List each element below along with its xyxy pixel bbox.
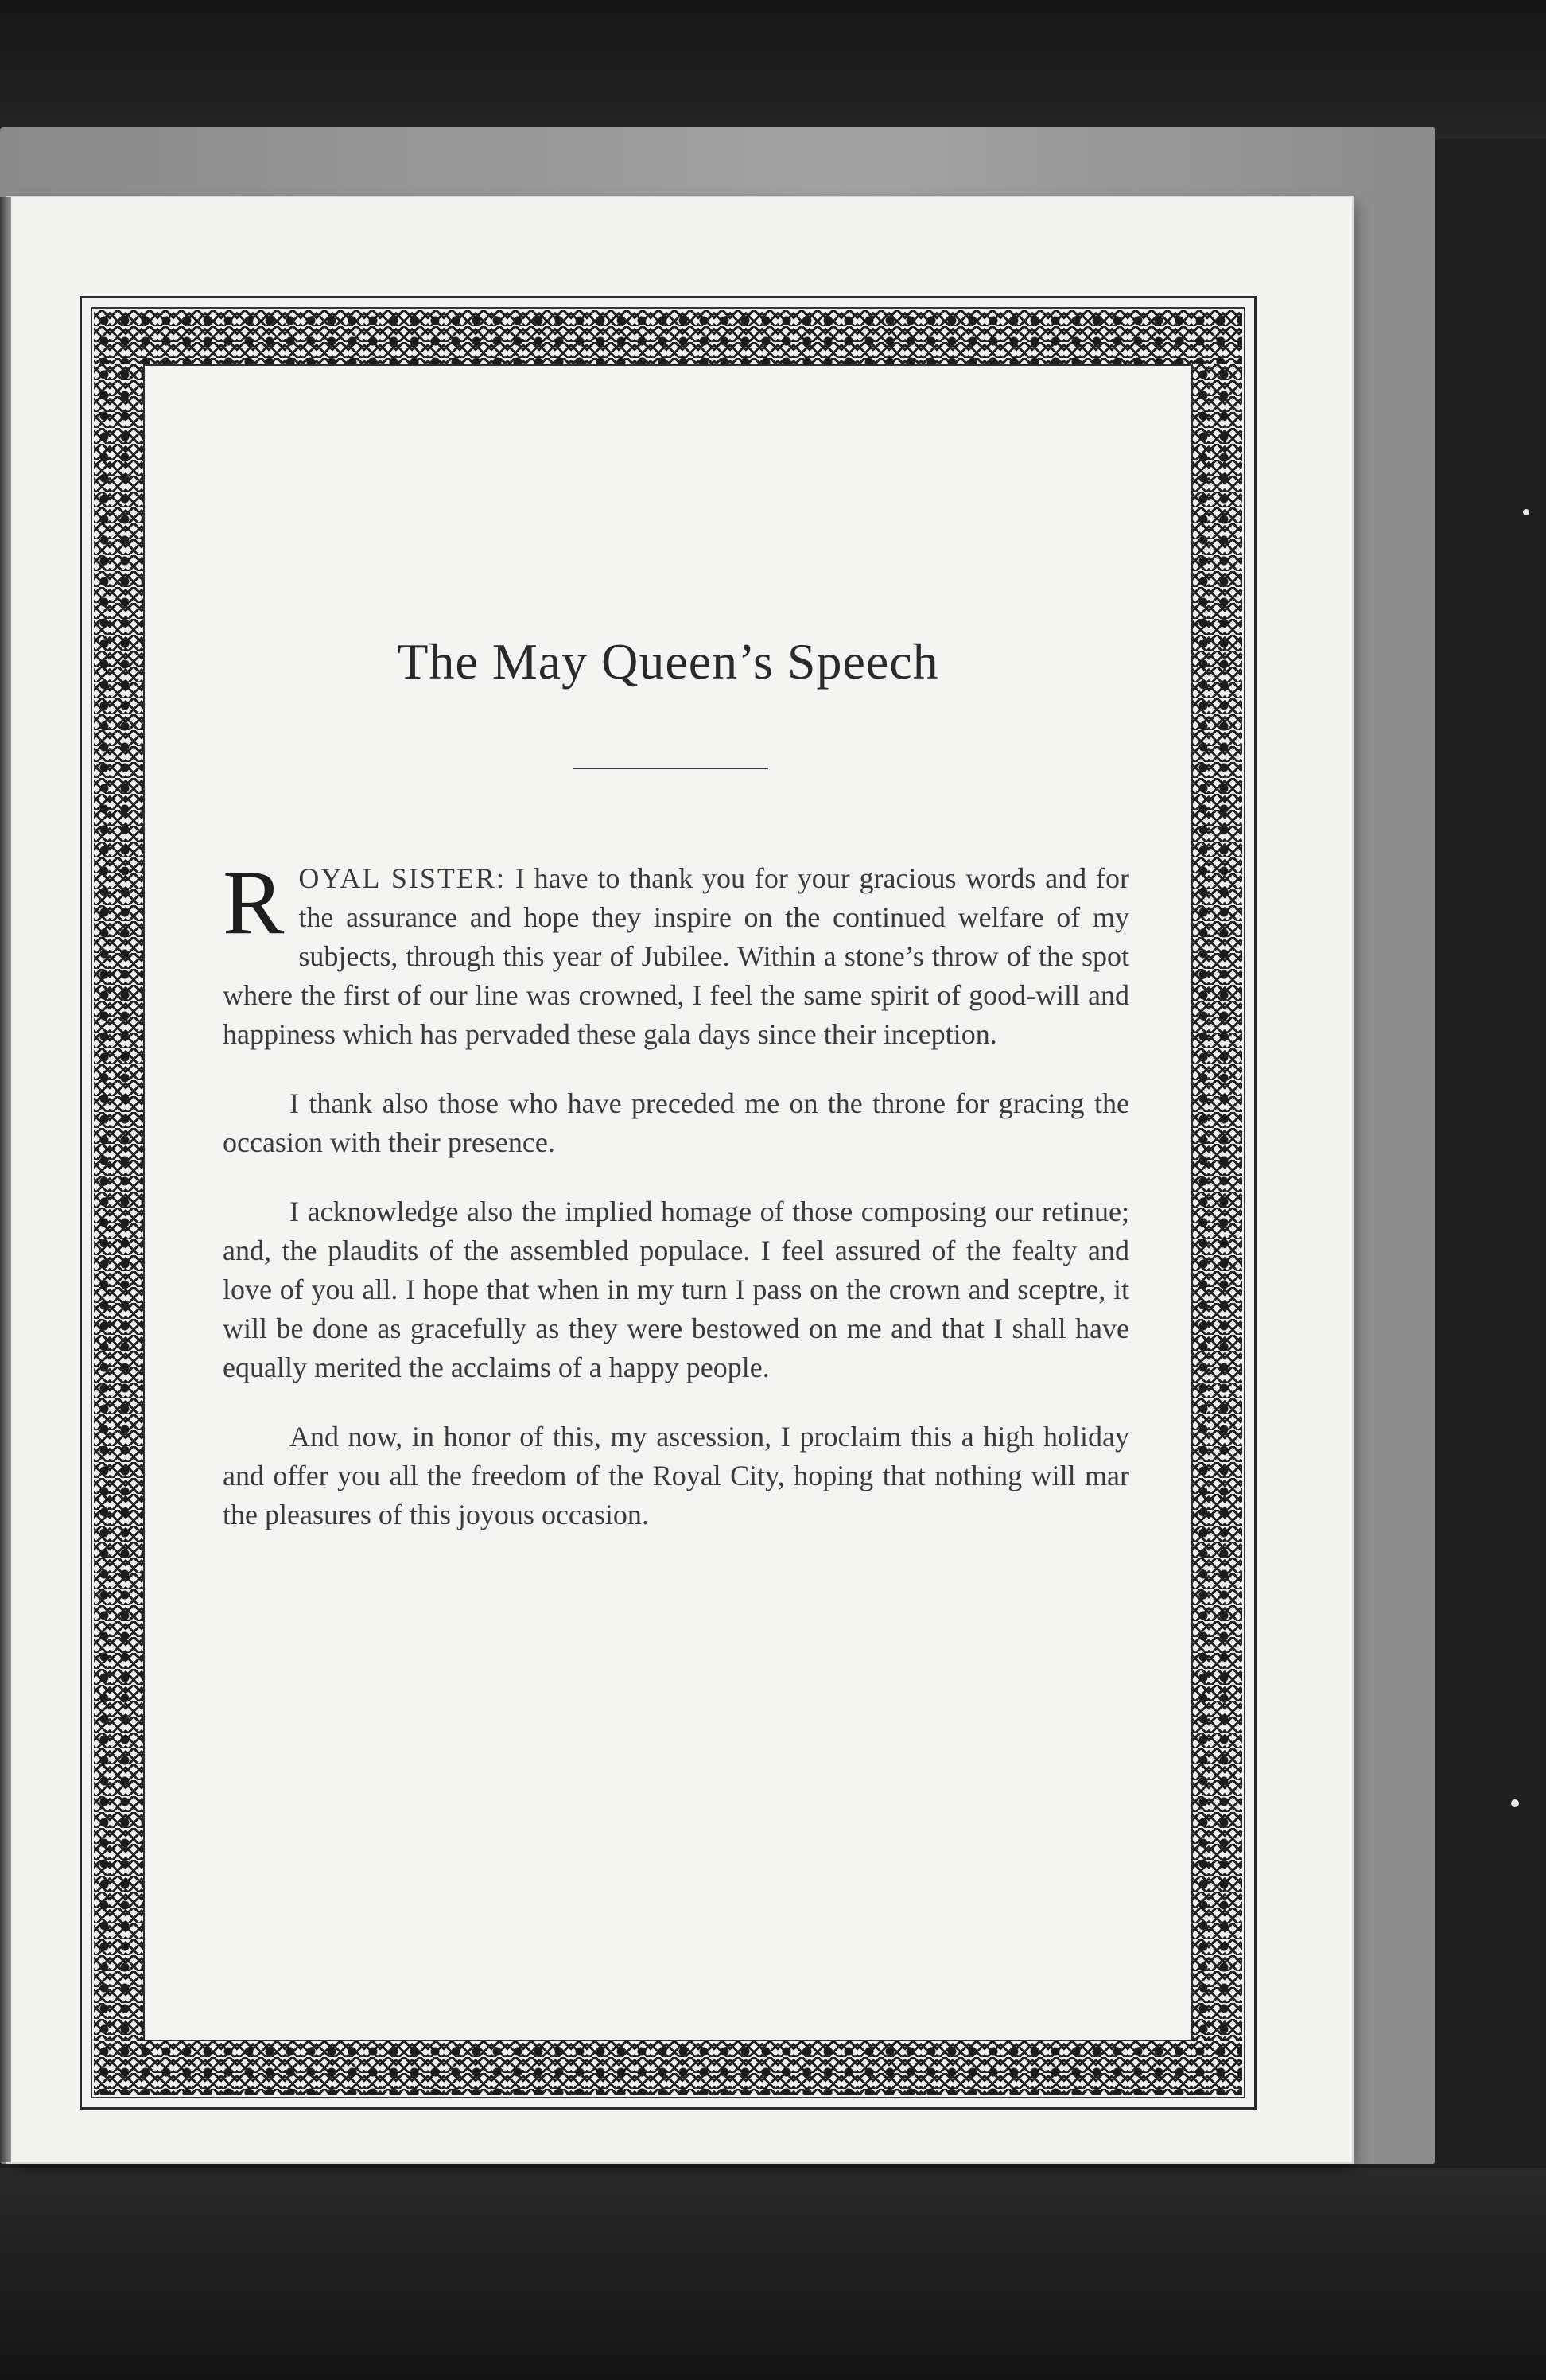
ornamental-band-left [94, 364, 143, 2041]
paragraph-1 [223, 852, 1129, 1054]
ornamental-band-top [94, 310, 1242, 364]
film-backdrop-bottom [0, 2168, 1546, 2380]
ornamental-band-bottom [94, 2041, 1242, 2095]
paragraph-1-text: I have to thank you for your gracious words and for the assurance and hope they inspire on the continued welfare of my subjects, through this year of Jubilee. Within a stone’s throw of the spot where the first of our line was crowned, I feel the same spirit of good-will and happiness which has pervaded these gala days since their inception. [223, 862, 1129, 1050]
salutation: OYAL SISTER: [298, 862, 506, 894]
drop-cap: R [223, 852, 285, 954]
paragraph-4: And now, in honor of this, my ascession, I proclaim this a high holiday and offer you all the freedom of the Royal City, hoping that nothing will mar the pleasures of this joyous occasion. [223, 1421, 1129, 1530]
paragraph-2: I thank also those who have preceded me on the throne for gracing the occasion with their presence. [223, 1087, 1129, 1158]
binding-edge [0, 197, 11, 2162]
film-speck [1511, 1799, 1519, 1807]
film-speck [1523, 509, 1529, 515]
paragraph-3: I acknowledge also the implied homage of those composing our retinue; and, the plaudits of the assembled populace. I feel assured of the fealty and love of you all. I hope that when in my turn I pass on the crown and sceptre, it will be done as gracefully as they were bestowed on me and that I shall have equally merited the acclaims of a happy people. [223, 1196, 1129, 1383]
title-divider [573, 768, 768, 769]
film-backdrop-top [0, 0, 1546, 139]
page-title: The May Queen’s Speech [397, 633, 939, 690]
ornamental-band-right [1193, 364, 1242, 2041]
speech-body [223, 852, 1129, 1565]
